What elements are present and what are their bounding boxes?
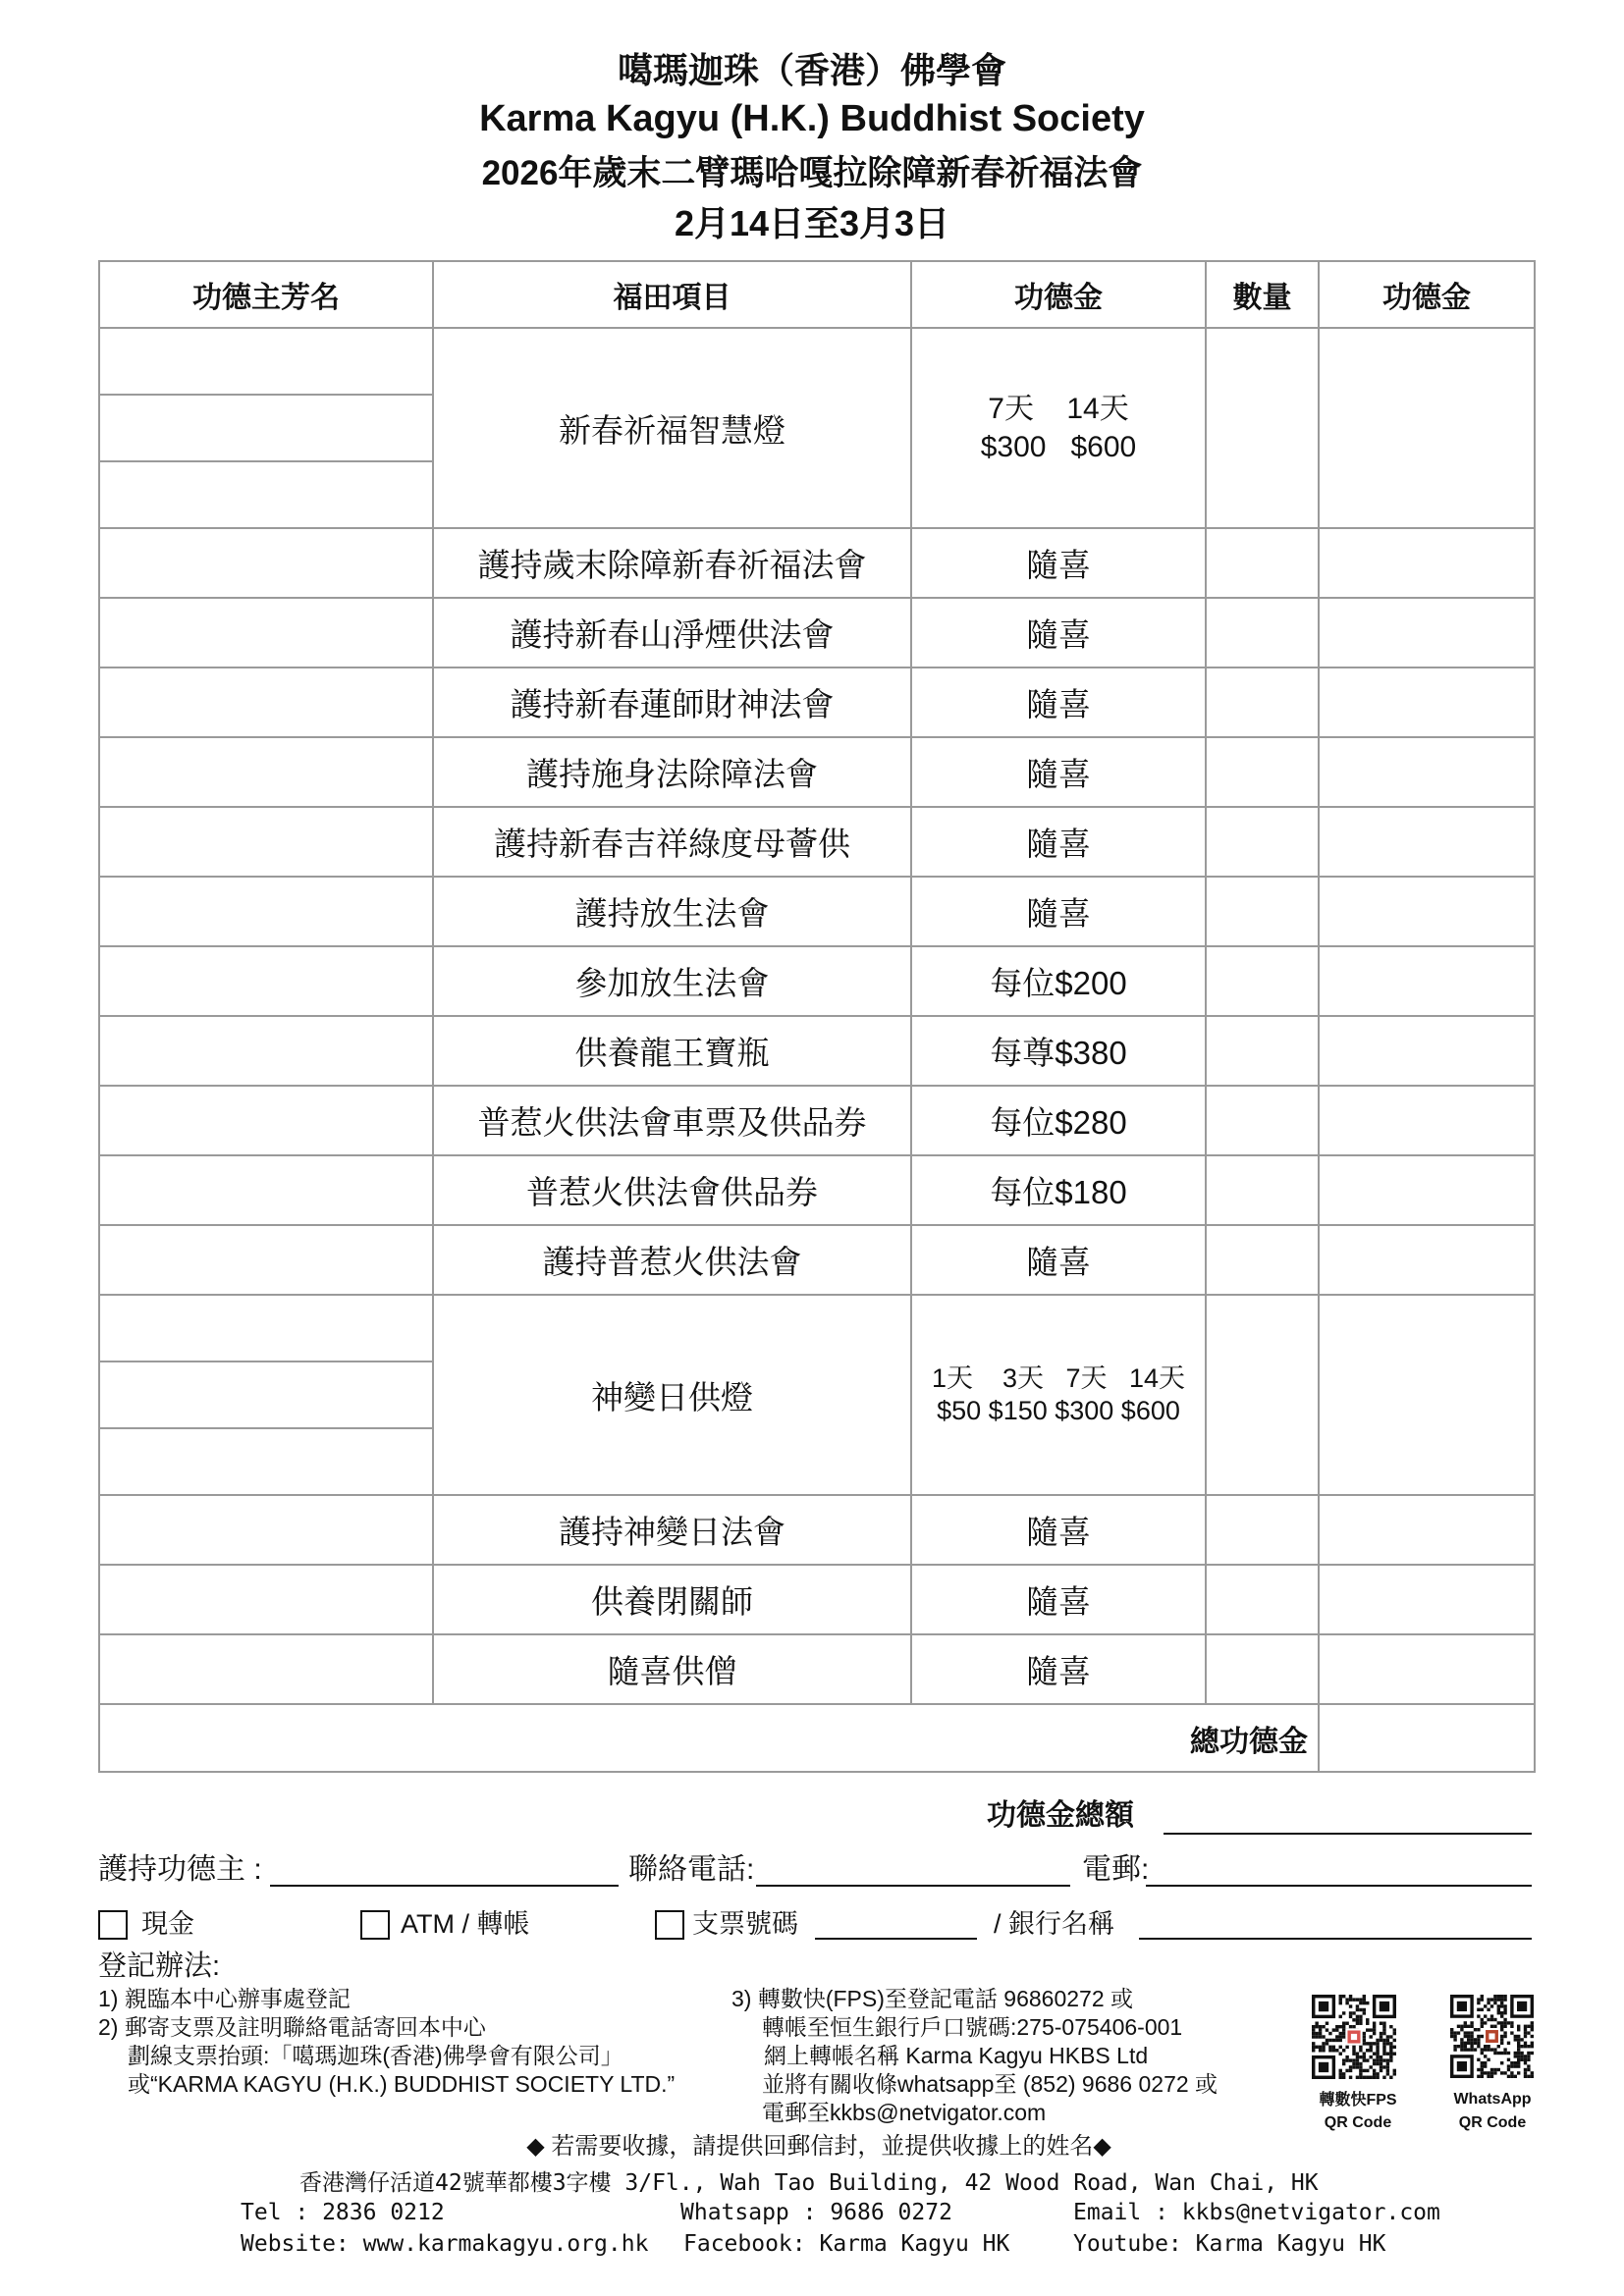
table-row — [99, 598, 1535, 667]
table-row — [99, 946, 1535, 1016]
atm-transfer-label: ATM / 轉帳 — [401, 1909, 530, 1939]
item-price: 隨喜 — [911, 528, 1206, 598]
total-label: 總功德金 — [99, 1704, 1319, 1772]
quantity-cell[interactable] — [1206, 1016, 1319, 1086]
quantity-cell[interactable] — [1206, 1565, 1319, 1634]
item-name: 隨喜供僧 — [433, 1634, 911, 1704]
bank-name-label: / 銀行名稱 — [994, 1909, 1115, 1939]
atm-transfer-checkbox[interactable] — [360, 1910, 390, 1940]
amount-cell[interactable] — [1319, 877, 1535, 946]
item-name: 普惹火供法會供品券 — [433, 1155, 911, 1225]
item-price: 每位$280 — [911, 1086, 1206, 1155]
total-amount-field[interactable] — [1164, 1833, 1532, 1835]
amount-cell[interactable] — [1319, 667, 1535, 737]
donor-name-cell[interactable] — [99, 1362, 433, 1428]
item-price: 隨喜 — [911, 1634, 1206, 1704]
item-price: 隨喜 — [911, 667, 1206, 737]
donor-name-cell[interactable] — [99, 1086, 433, 1155]
table-row — [99, 1016, 1535, 1086]
amount-cell[interactable] — [1319, 1495, 1535, 1565]
donor-name-cell[interactable] — [99, 528, 433, 598]
footer-youtube: Youtube: Karma Kagyu HK — [1073, 2231, 1386, 2257]
item-price — [911, 1295, 1206, 1495]
item-name: 護持施身法除障法會 — [433, 737, 911, 807]
quantity-cell[interactable] — [1206, 1155, 1319, 1225]
quantity-cell[interactable] — [1206, 1086, 1319, 1155]
registration-step-detail: 電郵至kkbs@netvigator.com — [762, 2100, 1047, 2125]
footer-tel: Tel : 2836 0212 — [241, 2200, 445, 2225]
item-price: 隨喜 — [911, 737, 1206, 807]
donor-name-cell[interactable] — [99, 1634, 433, 1704]
quantity-cell[interactable] — [1206, 1295, 1319, 1495]
event-title: 2026年歲末二臂瑪哈嘎拉除障新春祈福法會 — [481, 154, 1143, 192]
donor-name-cell[interactable] — [99, 461, 433, 528]
quantity-cell[interactable] — [1206, 528, 1319, 598]
item-name: 護持新春山淨煙供法會 — [433, 598, 911, 667]
quantity-cell[interactable] — [1206, 667, 1319, 737]
registration-step-detail: 轉帳至恒生銀行戶口號碼:275-075406-001 — [762, 2014, 1183, 2040]
whatsapp-qr-label: WhatsApp — [1453, 2091, 1532, 2108]
item-name: 神變日供燈 — [433, 1295, 911, 1495]
donor-name-cell[interactable] — [99, 1495, 433, 1565]
cheque-number-field[interactable] — [815, 1938, 977, 1940]
column-header-item: 福田項目 — [433, 261, 911, 328]
table-row — [99, 1225, 1535, 1295]
donor-name-cell[interactable] — [99, 877, 433, 946]
table-row — [99, 807, 1535, 877]
event-dates: 2月14日至3月3日 — [674, 203, 950, 243]
donor-name-cell[interactable] — [99, 1428, 433, 1495]
registration-step: 3) 轉數快(FPS)至登記電話 96860272 或 — [731, 1986, 1134, 2011]
item-name: 護持神變日法會 — [433, 1495, 911, 1565]
item-name: 新春祈福智慧燈 — [433, 328, 911, 528]
donor-name-cell[interactable] — [99, 395, 433, 461]
item-name: 護持放生法會 — [433, 877, 911, 946]
footer-whatsapp: Whatsapp : 9686 0272 — [680, 2200, 952, 2225]
amount-cell[interactable] — [1319, 1016, 1535, 1086]
table-row — [99, 528, 1535, 598]
item-name: 供養龍王寶瓶 — [433, 1016, 911, 1086]
offering-table — [98, 260, 1536, 1773]
whatsapp-qr-sublabel: QR Code — [1458, 2114, 1527, 2131]
registration-step-detail: 網上轉帳名稱 Karma Kagyu HKBS Ltd — [764, 2043, 1149, 2068]
quantity-cell[interactable] — [1206, 1495, 1319, 1565]
amount-cell[interactable] — [1319, 598, 1535, 667]
whatsapp-qr-code — [1450, 1995, 1534, 2078]
table-row — [99, 1565, 1535, 1634]
quantity-cell[interactable] — [1206, 598, 1319, 667]
registration-step-detail: 劃線支票抬頭:「噶瑪迦珠(香港)佛學會有限公司」 — [128, 2043, 623, 2068]
receipt-note: ◆ 若需要收據，請提供回郵信封，並提供收據上的姓名◆ — [526, 2133, 1111, 2160]
quantity-cell[interactable] — [1206, 1634, 1319, 1704]
phone-field[interactable] — [756, 1885, 1070, 1887]
donor-name-cell[interactable] — [99, 737, 433, 807]
table-row — [99, 1634, 1535, 1704]
item-price: 隨喜 — [911, 1565, 1206, 1634]
registration-step: 2) 郵寄支票及註明聯絡電話寄回本中心 — [98, 2014, 486, 2040]
registration-step-detail: 並將有關收條whatsapp至 (852) 9686 0272 或 — [762, 2071, 1218, 2097]
item-name: 護持新春蓮師財神法會 — [433, 667, 911, 737]
footer-website: Website: www.karmakagyu.org.hk — [241, 2231, 649, 2257]
amount-cell[interactable] — [1319, 1086, 1535, 1155]
price-line: 7天 14天 — [988, 393, 1129, 425]
donor-label: 護持功德主 : — [98, 1853, 262, 1886]
amount-cell[interactable] — [1319, 946, 1535, 1016]
cheque-checkbox[interactable] — [655, 1910, 684, 1940]
item-price: 每尊$380 — [911, 1016, 1206, 1086]
column-header-price: 功德金 — [911, 261, 1206, 328]
amount-cell[interactable] — [1319, 1565, 1535, 1634]
item-price: 隨喜 — [911, 1225, 1206, 1295]
amount-cell[interactable] — [1319, 1225, 1535, 1295]
item-name: 護持歲末除障新春祈福法會 — [433, 528, 911, 598]
total-amount-cell[interactable] — [1319, 1704, 1535, 1772]
donor-name-cell[interactable] — [99, 1565, 433, 1634]
registration-step: 1) 親臨本中心辦事處登記 — [98, 1986, 351, 2011]
amount-cell[interactable] — [1319, 1155, 1535, 1225]
donor-name-cell[interactable] — [99, 598, 433, 667]
society-name-zh: 噶瑪迦珠（香港）佛學會 — [617, 50, 1006, 90]
table-row — [99, 1086, 1535, 1155]
email-field[interactable] — [1146, 1885, 1532, 1887]
table-row — [99, 667, 1535, 737]
quantity-cell[interactable] — [1206, 1225, 1319, 1295]
price-line: $300 $600 — [980, 431, 1137, 463]
price-line: $50 $150 $300 $600 — [937, 1396, 1180, 1425]
donor-name-cell[interactable] — [99, 667, 433, 737]
cash-label: 現金 — [141, 1909, 194, 1939]
quantity-cell[interactable] — [1206, 946, 1319, 1016]
amount-cell[interactable] — [1319, 1295, 1535, 1495]
donor-name-field[interactable] — [270, 1885, 619, 1887]
total-row — [99, 1704, 1535, 1772]
amount-cell[interactable] — [1319, 528, 1535, 598]
amount-cell[interactable] — [1319, 1634, 1535, 1704]
quantity-cell[interactable] — [1206, 807, 1319, 877]
item-name: 參加放生法會 — [433, 946, 911, 1016]
amount-cell[interactable] — [1319, 807, 1535, 877]
donor-name-cell[interactable] — [99, 1225, 433, 1295]
footer-address: 香港灣仔活道42號華都樓3字樓 3/Fl., Wah Tao Building, 42 Wood Road, Wan Chai, HK — [299, 2170, 1319, 2196]
item-price — [911, 328, 1206, 528]
footer-email: Email : kkbs@netvigator.com — [1073, 2200, 1440, 2225]
phone-label: 聯絡電話: — [628, 1853, 755, 1886]
item-name: 普惹火供法會車票及供品券 — [433, 1086, 911, 1155]
table-header-row — [99, 261, 1535, 328]
fps-qr-label: 轉數快FPS — [1319, 2092, 1397, 2109]
table-row — [99, 328, 1535, 395]
fps-qr-sublabel: QR Code — [1324, 2114, 1392, 2131]
item-price: 隨喜 — [911, 598, 1206, 667]
price-line: 1天 3天 7天 14天 — [931, 1363, 1186, 1393]
item-name: 供養閉關師 — [433, 1565, 911, 1634]
bank-name-field[interactable] — [1139, 1938, 1532, 1940]
table-row — [99, 1295, 1535, 1362]
item-name: 護持普惹火供法會 — [433, 1225, 911, 1295]
amount-cell[interactable] — [1319, 328, 1535, 528]
table-row — [99, 737, 1535, 807]
amount-cell[interactable] — [1319, 737, 1535, 807]
table-row — [99, 877, 1535, 946]
quantity-cell[interactable] — [1206, 737, 1319, 807]
donor-name-cell[interactable] — [99, 1016, 433, 1086]
fps-qr-code — [1312, 1995, 1396, 2079]
cash-checkbox[interactable] — [98, 1910, 128, 1940]
table-row — [99, 1495, 1535, 1565]
quantity-cell[interactable] — [1206, 877, 1319, 946]
donor-name-cell[interactable] — [99, 328, 433, 395]
item-price: 隨喜 — [911, 807, 1206, 877]
table-row — [99, 1155, 1535, 1225]
registration-title: 登記辦法: — [98, 1950, 221, 1982]
society-name-en: Karma Kagyu (H.K.) Buddhist Society — [479, 98, 1145, 139]
donor-name-cell[interactable] — [99, 1295, 433, 1362]
item-price: 隨喜 — [911, 1495, 1206, 1565]
total-amount-label: 功德金總額 — [987, 1799, 1134, 1832]
donor-name-cell[interactable] — [99, 1155, 433, 1225]
column-header-donor-name: 功德主芳名 — [99, 261, 433, 328]
cheque-number-label: 支票號碼 — [692, 1909, 798, 1939]
item-price: 每位$200 — [911, 946, 1206, 1016]
footer-facebook: Facebook: Karma Kagyu HK — [683, 2231, 1010, 2257]
donor-name-cell[interactable] — [99, 946, 433, 1016]
email-label: 電郵: — [1082, 1853, 1150, 1886]
column-header-quantity: 數量 — [1206, 261, 1319, 328]
item-price: 每位$180 — [911, 1155, 1206, 1225]
quantity-cell[interactable] — [1206, 328, 1319, 528]
column-header-amount: 功德金 — [1319, 261, 1535, 328]
donor-name-cell[interactable] — [99, 807, 433, 877]
registration-step-detail: 或“KARMA KAGYU (H.K.) BUDDHIST SOCIETY LTD.” — [128, 2071, 676, 2097]
item-price: 隨喜 — [911, 877, 1206, 946]
item-name: 護持新春吉祥綠度母薈供 — [433, 807, 911, 877]
